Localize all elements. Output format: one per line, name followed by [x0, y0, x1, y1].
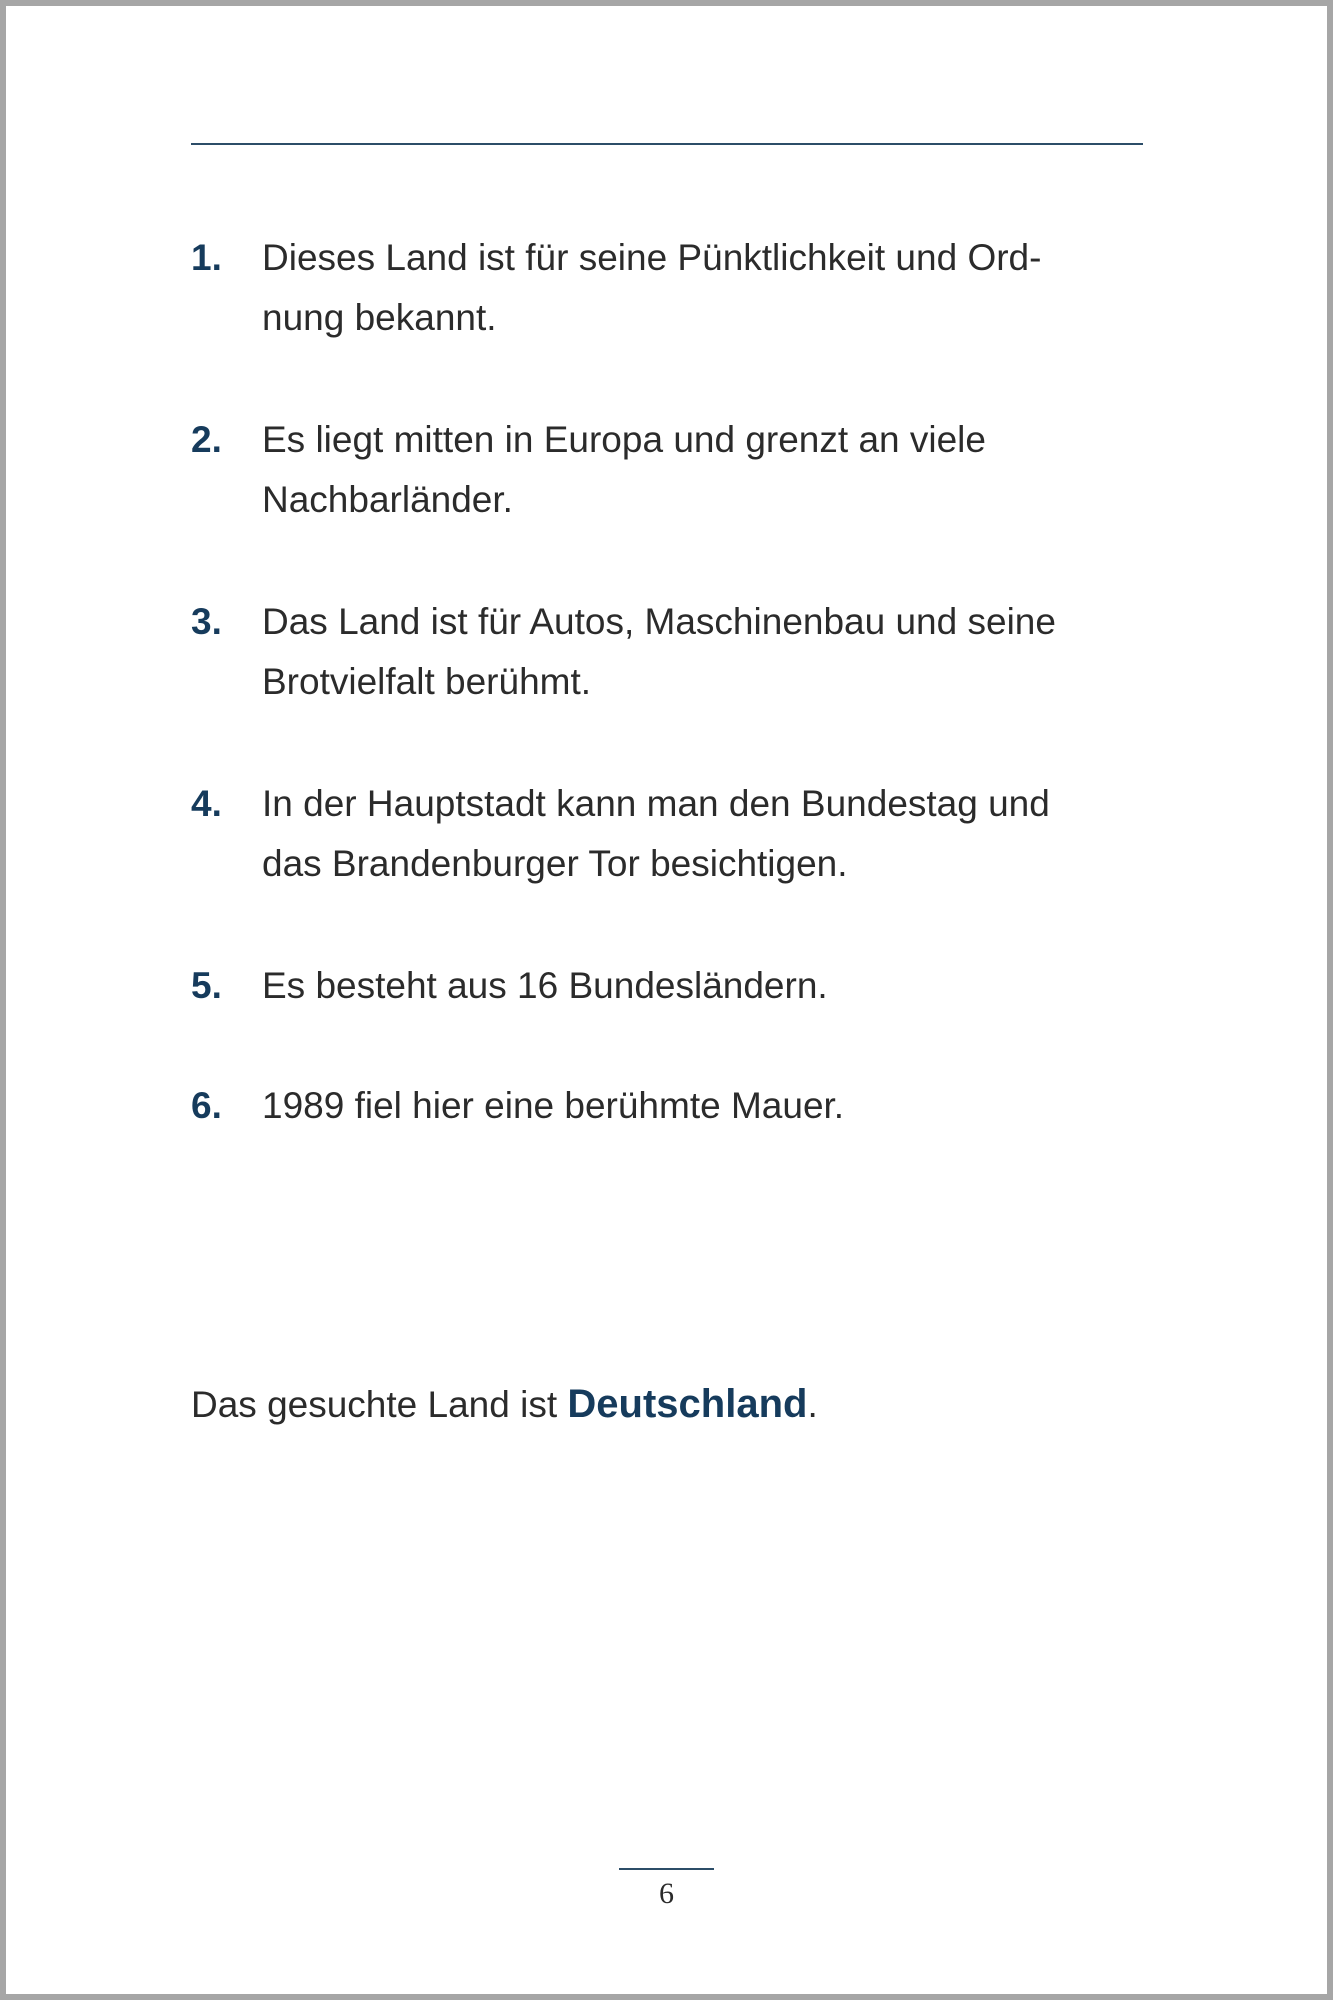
clue-number: 6. [191, 1085, 222, 1126]
clue-text: Es liegt mitten in Europa und grenzt an viele Nachbarländer. [262, 419, 986, 520]
clue-text: Es besteht aus 16 Bundesländern. [262, 965, 828, 1006]
clue-number: 3. [191, 601, 222, 642]
clue-text: In der Hauptstadt kann man den Bundestag und das Brandenburger Tor besichtigen. [262, 783, 1050, 884]
answer-suffix: . [807, 1384, 818, 1425]
page-number: 6 [659, 1877, 674, 1910]
clue-number: 1. [191, 237, 222, 278]
clue-text: Das Land ist für Autos, Maschinenbau und seine Brotvielfalt berühmt. [262, 601, 1056, 702]
footer-rule [619, 1868, 714, 1870]
clue-number: 5. [191, 965, 222, 1006]
answer-country: Deutschland [567, 1382, 808, 1426]
answer-sentence [191, 1374, 818, 1435]
clue-text: 1989 fiel hier eine berühmte Mauer. [262, 1085, 845, 1126]
clue-number: 2. [191, 419, 222, 460]
header-rule [191, 143, 1143, 145]
clue-text: Dieses Land ist für seine Pünktlichkeit und Ord- nung bekannt. [262, 237, 1042, 338]
clue-number: 4. [191, 783, 222, 824]
answer-prefix: Das gesuchte Land ist [191, 1384, 568, 1425]
